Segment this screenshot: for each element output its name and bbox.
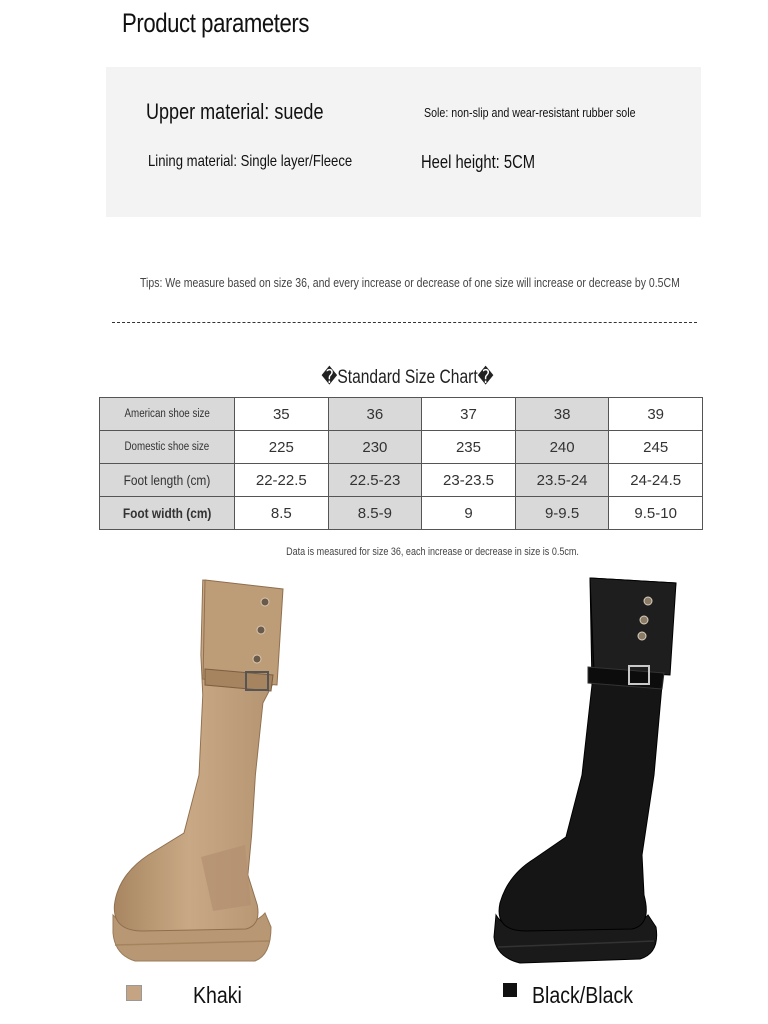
- size-note: Data is measured for size 36, each increase or decrease in size is 0.5cm.: [286, 546, 579, 558]
- table-cell: 37: [422, 398, 516, 431]
- table-cell: 245: [609, 431, 703, 464]
- table-cell: 9.5-10: [609, 497, 703, 530]
- table-cell: 22.5-23: [328, 464, 422, 497]
- black-swatch: [503, 983, 517, 997]
- table-row: [100, 398, 703, 431]
- size-chart-title: �Standard Size Chart�: [321, 367, 494, 388]
- table-cell: 8.5: [235, 497, 329, 530]
- row-header: Domestic shoe size: [100, 431, 235, 464]
- table-row: [100, 497, 703, 530]
- table-cell: 23.5-24: [515, 464, 609, 497]
- table-row: [100, 464, 703, 497]
- table-cell: 22-22.5: [235, 464, 329, 497]
- row-header: American shoe size: [100, 398, 235, 431]
- dashed-divider: [112, 322, 697, 323]
- color-label-khaki: Khaki: [193, 982, 242, 1008]
- table-cell: 225: [235, 431, 329, 464]
- table-row: [100, 431, 703, 464]
- table-cell: 240: [515, 431, 609, 464]
- lining-material: Lining material: Single layer/Fleece: [148, 153, 353, 170]
- table-cell: 35: [235, 398, 329, 431]
- row-header: Foot length (cm): [100, 464, 235, 497]
- table-cell: 8.5-9: [328, 497, 422, 530]
- size-chart-table: [99, 397, 703, 530]
- size-tips: Tips: We measure based on size 36, and every increase or decrease of one size will increase or decrease by 0.5CM: [140, 276, 680, 290]
- row-header: Foot width (cm): [100, 497, 235, 530]
- table-cell: 38: [515, 398, 609, 431]
- table-cell: 9-9.5: [515, 497, 609, 530]
- heel-height: Heel height: 5CM: [421, 152, 536, 172]
- table-cell: 9: [422, 497, 516, 530]
- sole-material: Sole: non-slip and wear-resistant rubber sole: [424, 105, 636, 120]
- parameters-panel: [106, 67, 701, 217]
- table-cell: 39: [609, 398, 703, 431]
- upper-material: Upper material: suede: [146, 99, 324, 124]
- page-title: Product parameters: [122, 8, 310, 38]
- table-cell: 23-23.5: [422, 464, 516, 497]
- table-cell: 230: [328, 431, 422, 464]
- table-cell: 24-24.5: [609, 464, 703, 497]
- khaki-swatch: [126, 985, 142, 1001]
- table-cell: 235: [422, 431, 516, 464]
- table-cell: 36: [328, 398, 422, 431]
- khaki-boot-image: [105, 575, 285, 970]
- black-boot-image: [490, 575, 685, 970]
- color-label-black: Black/Black: [532, 982, 634, 1008]
